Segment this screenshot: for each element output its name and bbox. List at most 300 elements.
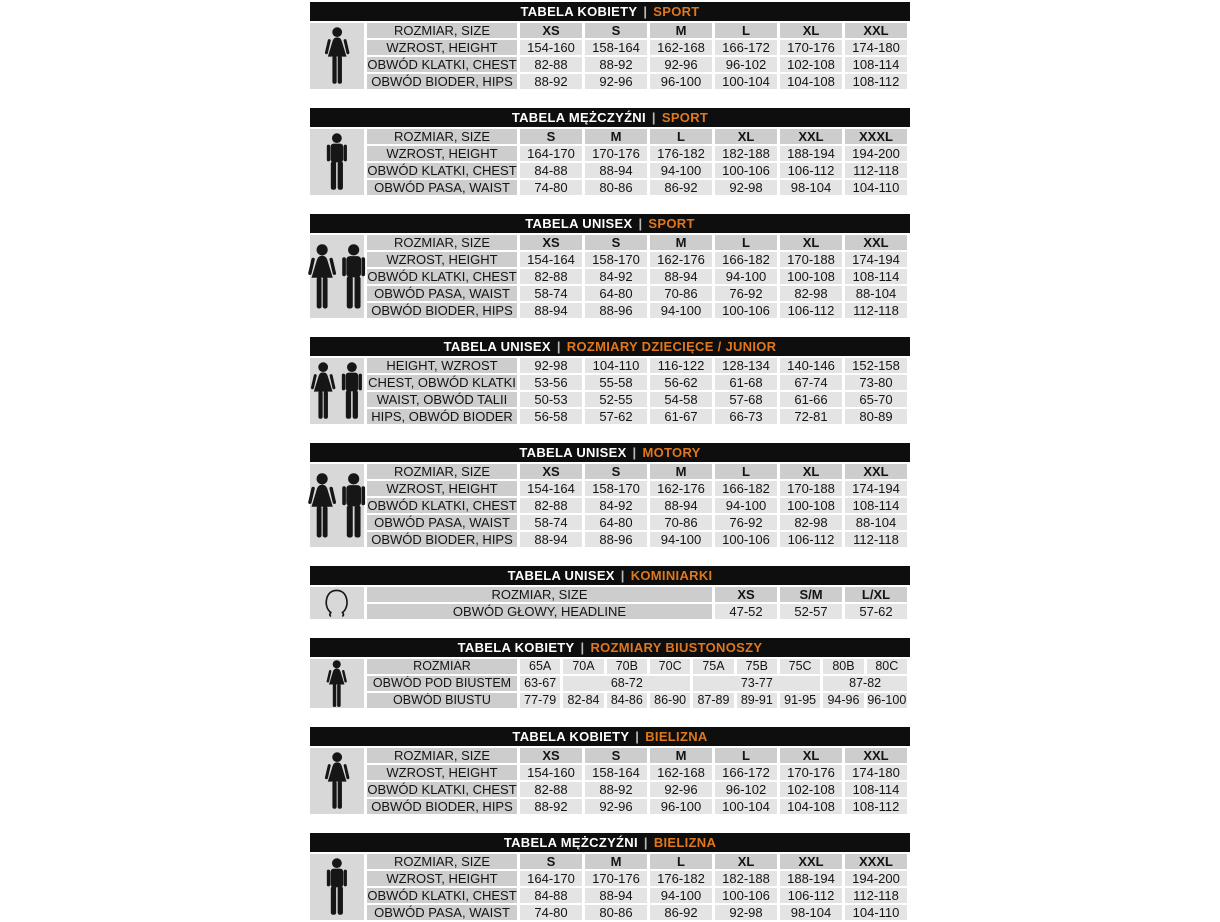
size-value-cell: 96-102: [715, 57, 777, 72]
table-row: [367, 409, 907, 424]
size-value-cell: 67-74: [780, 375, 842, 390]
table-row: [367, 129, 907, 144]
size-value-cell: 70C: [650, 659, 690, 674]
size-value-cell: 92-96: [585, 799, 647, 814]
size-value-cell: 102-108: [780, 782, 842, 797]
table-row: [367, 163, 907, 178]
size-value-cell: 106-112: [780, 163, 842, 178]
size-value-cell: 56-58: [520, 409, 582, 424]
size-header-cell: XS: [715, 587, 777, 602]
size-value-cell: 92-98: [715, 180, 777, 195]
size-value-cell: 166-172: [715, 40, 777, 55]
size-value-cell: 162-168: [650, 765, 712, 780]
size-grid: [364, 462, 910, 549]
size-value-cell: 73-80: [845, 375, 907, 390]
size-value-cell: 84-88: [520, 888, 582, 903]
table-row: [367, 23, 907, 38]
size-table: [310, 443, 910, 549]
table-title: TABELA KOBIETY: [457, 640, 575, 655]
size-value-cell: 88-92: [585, 782, 647, 797]
size-header-cell: XS: [520, 464, 582, 479]
size-value-cell: 80-86: [585, 180, 647, 195]
size-value-cell: 57-68: [715, 392, 777, 407]
row-label: OBWÓD PASA, WAIST: [367, 180, 517, 195]
size-header-cell: L: [650, 129, 712, 144]
table-title: TABELA KOBIETY: [520, 4, 638, 19]
size-value-cell: 94-100: [650, 888, 712, 903]
size-value-cell: 164-170: [520, 146, 582, 161]
size-value-cell: 100-104: [715, 799, 777, 814]
size-value-cell: 106-112: [780, 888, 842, 903]
size-value-cell: 88-92: [520, 74, 582, 89]
unisex-icon: [309, 362, 364, 420]
size-value-cell: 84-92: [585, 498, 647, 513]
row-label: HIPS, OBWÓD BIODER: [367, 409, 517, 424]
table-row: [367, 464, 907, 479]
size-table: [310, 638, 910, 710]
table-row: [367, 269, 907, 284]
title-separator-pipe: |: [556, 339, 561, 354]
size-header-cell: S: [585, 235, 647, 250]
size-value-cell: 53-56: [520, 375, 582, 390]
table-subtitle: SPORT: [648, 216, 695, 231]
size-value-cell: 88-104: [845, 515, 907, 530]
table-title-bar: [310, 214, 910, 233]
size-header-cell: XL: [780, 235, 842, 250]
size-value-cell: 100-108: [780, 498, 842, 513]
size-header-cell: S: [585, 464, 647, 479]
size-header-cell: XXL: [845, 464, 907, 479]
size-value-cell: 82-98: [780, 515, 842, 530]
size-header-cell: M: [650, 235, 712, 250]
row-label: ROZMIAR, SIZE: [367, 23, 517, 38]
table-body: [310, 127, 910, 197]
title-separator-pipe: |: [632, 445, 637, 460]
table-title-bar: [310, 443, 910, 462]
title-separator-pipe: |: [620, 568, 625, 583]
size-header-cell: XS: [520, 235, 582, 250]
size-value-cell: 166-182: [715, 252, 777, 267]
table-row: [367, 180, 907, 195]
size-grid: [364, 127, 910, 197]
size-value-cell: 112-118: [845, 532, 907, 547]
table-body: [310, 852, 910, 922]
table-row: [367, 392, 907, 407]
size-value-cell: 70B: [607, 659, 647, 674]
size-value-cell: 158-170: [585, 252, 647, 267]
table-title-bar: [310, 108, 910, 127]
size-value-cell: 104-110: [845, 180, 907, 195]
size-value-cell: 74-80: [520, 905, 582, 920]
row-label: ROZMIAR, SIZE: [367, 587, 712, 602]
size-value-cell: 64-80: [585, 515, 647, 530]
size-table: [310, 108, 910, 197]
size-table: [310, 2, 910, 91]
size-header-cell: XS: [520, 748, 582, 763]
size-value-cell: 91-95: [780, 693, 820, 708]
size-value-cell: 100-106: [715, 163, 777, 178]
size-header-cell: M: [585, 854, 647, 869]
woman-icon: [323, 27, 351, 85]
size-value-cell: 170-176: [780, 40, 842, 55]
size-grid: [364, 21, 910, 91]
size-grid: [364, 356, 910, 426]
size-value-cell: 52-55: [585, 392, 647, 407]
size-value-cell: 96-100: [867, 693, 907, 707]
size-value-cell: 84-88: [520, 163, 582, 178]
size-value-cell: 82-88: [520, 57, 582, 72]
size-value-cell: 106-112: [780, 303, 842, 318]
row-label: WZROST, HEIGHT: [367, 871, 517, 886]
size-value-cell: 94-100: [650, 303, 712, 318]
size-value-cell: 68-72: [563, 676, 690, 691]
size-value-cell: 65-70: [845, 392, 907, 407]
table-title: TABELA MĘŻCZYŹNI: [511, 110, 646, 125]
man-icon: [324, 133, 350, 191]
size-value-cell: 166-182: [715, 481, 777, 496]
size-value-cell: 112-118: [845, 888, 907, 903]
row-label: OBWÓD BIODER, HIPS: [367, 799, 517, 814]
size-value-cell: 170-188: [780, 481, 842, 496]
size-value-cell: 96-100: [650, 799, 712, 814]
size-value-cell: 88-96: [585, 303, 647, 318]
size-value-cell: 112-118: [845, 163, 907, 178]
size-value-cell: 88-96: [585, 532, 647, 547]
size-value-cell: 70-86: [650, 515, 712, 530]
table-row: [367, 659, 907, 674]
table-body: [310, 233, 910, 320]
size-value-cell: 174-194: [845, 481, 907, 496]
size-value-cell: 47-52: [715, 604, 777, 619]
size-header-cell: S: [520, 854, 582, 869]
size-value-cell: 87-89: [693, 693, 733, 708]
size-header-cell: L: [715, 464, 777, 479]
man-icon: [324, 858, 350, 916]
size-value-cell: 170-176: [780, 765, 842, 780]
table-row: [367, 481, 907, 496]
size-value-cell: 92-98: [520, 358, 582, 373]
size-header-cell: XXXL: [845, 854, 907, 869]
row-label: OBWÓD BIODER, HIPS: [367, 74, 517, 89]
table-row: [367, 74, 907, 89]
size-value-cell: 102-108: [780, 57, 842, 72]
icon-cell: [310, 659, 364, 708]
size-value-cell: 73-77: [693, 676, 820, 691]
table-row: [367, 888, 907, 903]
size-header-cell: M: [585, 129, 647, 144]
table-body: [310, 585, 910, 621]
size-value-cell: 94-100: [650, 532, 712, 547]
size-header-cell: L: [715, 23, 777, 38]
size-value-cell: 104-108: [780, 799, 842, 814]
size-value-cell: 88-94: [650, 498, 712, 513]
size-value-cell: 82-88: [520, 498, 582, 513]
size-value-cell: 61-67: [650, 409, 712, 424]
size-table: [310, 566, 910, 621]
table-title: TABELA UNISEX: [525, 216, 633, 231]
size-value-cell: 70A: [563, 659, 603, 674]
table-row: [367, 40, 907, 55]
size-value-cell: 76-92: [715, 515, 777, 530]
size-header-cell: XXL: [845, 23, 907, 38]
size-value-cell: 166-172: [715, 765, 777, 780]
size-value-cell: 164-170: [520, 871, 582, 886]
table-row: [367, 748, 907, 763]
size-value-cell: 80C: [867, 659, 907, 674]
size-value-cell: 98-104: [780, 905, 842, 920]
row-label: OBWÓD GŁOWY, HEADLINE: [367, 604, 712, 619]
size-header-cell: L: [715, 748, 777, 763]
row-label: ROZMIAR, SIZE: [367, 748, 517, 763]
size-header-cell: XXL: [845, 235, 907, 250]
woman-icon: [323, 752, 351, 810]
size-value-cell: 92-98: [715, 905, 777, 920]
row-label: OBWÓD KLATKI, CHEST: [367, 269, 517, 284]
table-row: [367, 146, 907, 161]
table-subtitle: BIELIZNA: [645, 729, 708, 744]
size-value-cell: 162-176: [650, 481, 712, 496]
table-row: [367, 498, 907, 513]
size-header-cell: XXL: [780, 854, 842, 869]
size-value-cell: 63-67: [520, 676, 560, 691]
size-value-cell: 104-110: [845, 905, 907, 920]
size-table: [310, 727, 910, 816]
size-value-cell: 182-188: [715, 146, 777, 161]
table-title: TABELA MĘŻCZYŹNI: [503, 835, 638, 850]
size-value-cell: 64-80: [585, 286, 647, 301]
table-row: [367, 57, 907, 72]
size-header-cell: XXL: [845, 748, 907, 763]
table-row: [367, 252, 907, 267]
row-label: OBWÓD BIUSTU: [367, 693, 517, 708]
size-value-cell: 152-158: [845, 358, 907, 373]
table-subtitle: SPORT: [661, 110, 709, 125]
table-row: [367, 358, 907, 373]
row-label: OBWÓD BIODER, HIPS: [367, 532, 517, 547]
table-row: [367, 854, 907, 869]
size-value-cell: 70-86: [650, 286, 712, 301]
size-header-cell: S: [520, 129, 582, 144]
size-value-cell: 84-86: [607, 693, 647, 708]
table-title: TABELA KOBIETY: [512, 729, 630, 744]
icon-cell: [310, 358, 364, 424]
title-separator-pipe: |: [635, 729, 640, 744]
size-value-cell: 100-106: [715, 888, 777, 903]
size-value-cell: 96-100: [650, 74, 712, 89]
size-value-cell: 162-176: [650, 252, 712, 267]
table-row: [367, 782, 907, 797]
size-value-cell: 74-80: [520, 180, 582, 195]
size-value-cell: 52-57: [780, 604, 842, 619]
size-value-cell: 94-96: [823, 693, 863, 708]
size-header-cell: XXL: [780, 129, 842, 144]
unisex-icon: [306, 473, 369, 539]
row-label: CHEST, OBWÓD KLATKI: [368, 375, 516, 390]
size-grid: [364, 852, 910, 922]
table-row: [367, 303, 907, 318]
size-value-cell: 188-194: [780, 146, 842, 161]
icon-cell: [310, 587, 364, 619]
size-header-cell: S: [585, 23, 647, 38]
size-value-cell: 96-102: [715, 782, 777, 797]
size-value-cell: 174-194: [845, 252, 907, 267]
row-label: WAIST, OBWÓD TALII: [367, 392, 517, 407]
icon-cell: [310, 464, 364, 547]
icon-cell: [310, 854, 364, 920]
title-separator-pipe: |: [580, 640, 585, 655]
size-value-cell: 108-114: [845, 782, 907, 797]
row-label: ROZMIAR, SIZE: [367, 464, 517, 479]
table-body: [310, 657, 910, 710]
size-value-cell: 112-118: [845, 303, 907, 318]
table-title: TABELA UNISEX: [519, 445, 627, 460]
table-body: [310, 746, 910, 816]
size-value-cell: 82-88: [520, 782, 582, 797]
size-value-cell: 154-160: [520, 765, 582, 780]
table-row: [367, 676, 907, 691]
size-value-cell: 86-90: [650, 693, 690, 708]
row-label: ROZMIAR, SIZE: [367, 235, 517, 250]
size-table: [310, 337, 910, 426]
row-label: OBWÓD BIODER, HIPS: [367, 303, 517, 318]
table-row: [367, 532, 907, 547]
table-subtitle: KOMINIARKI: [630, 568, 713, 583]
table-row: [367, 286, 907, 301]
table-title-bar: [310, 566, 910, 585]
size-value-cell: 86-92: [650, 180, 712, 195]
size-value-cell: 194-200: [845, 871, 907, 886]
size-grid: [364, 657, 910, 710]
table-subtitle: BIELIZNA: [653, 835, 717, 850]
size-value-cell: 57-62: [845, 604, 907, 619]
size-value-cell: 61-66: [780, 392, 842, 407]
size-value-cell: 75C: [780, 659, 820, 674]
row-label: OBWÓD PASA, WAIST: [367, 905, 517, 920]
size-header-cell: S/M: [780, 587, 842, 602]
row-label: OBWÓD KLATKI, CHEST: [367, 888, 517, 903]
size-value-cell: 162-168: [650, 40, 712, 55]
table-row: [367, 799, 907, 814]
row-label: HEIGHT, WZROST: [367, 358, 517, 373]
size-value-cell: 88-94: [650, 269, 712, 284]
size-header-cell: M: [650, 23, 712, 38]
table-row: [367, 693, 907, 708]
size-value-cell: 128-134: [715, 358, 777, 373]
size-value-cell: 50-53: [520, 392, 582, 407]
size-value-cell: 98-104: [780, 180, 842, 195]
icon-cell: [310, 748, 364, 814]
table-title-bar: [310, 337, 910, 356]
size-value-cell: 108-112: [845, 74, 907, 89]
size-value-cell: 108-114: [845, 57, 907, 72]
size-value-cell: 72-81: [780, 409, 842, 424]
row-label: WZROST, HEIGHT: [367, 252, 517, 267]
size-value-cell: 58-74: [520, 515, 582, 530]
size-value-cell: 140-146: [780, 358, 842, 373]
size-value-cell: 88-94: [585, 888, 647, 903]
table-body: [310, 356, 910, 426]
table-row: [367, 235, 907, 250]
icon-cell: [310, 235, 364, 318]
size-value-cell: 80-89: [845, 409, 907, 424]
size-value-cell: 154-160: [520, 40, 582, 55]
size-table: [310, 214, 910, 320]
size-value-cell: 92-96: [650, 57, 712, 72]
size-value-cell: 176-182: [650, 871, 712, 886]
size-header-cell: L: [650, 854, 712, 869]
size-value-cell: 174-180: [845, 765, 907, 780]
size-value-cell: 158-164: [585, 40, 647, 55]
size-grid: [364, 585, 910, 621]
table-title-bar: [310, 638, 910, 657]
row-label: WZROST, HEIGHT: [367, 481, 517, 496]
row-label: OBWÓD POD BIUSTEM: [367, 676, 517, 691]
size-value-cell: 82-84: [563, 693, 603, 708]
size-value-cell: 56-62: [650, 375, 712, 390]
table-title-bar: [310, 833, 910, 852]
size-value-cell: 75A: [693, 659, 733, 674]
size-value-cell: 88-94: [520, 303, 582, 318]
size-header-cell: M: [650, 748, 712, 763]
size-value-cell: 158-170: [585, 481, 647, 496]
table-subtitle: ROZMIARY DZIECIĘCE / JUNIOR: [566, 339, 777, 354]
table-row: [367, 604, 907, 619]
table-title-bar: [310, 727, 910, 746]
table-title-bar: [310, 2, 910, 21]
size-value-cell: 158-164: [585, 765, 647, 780]
size-value-cell: 170-176: [585, 871, 647, 886]
title-separator-pipe: |: [638, 216, 643, 231]
title-separator-pipe: |: [643, 835, 648, 850]
size-value-cell: 84-92: [585, 269, 647, 284]
table-title: TABELA UNISEX: [443, 339, 551, 354]
size-value-cell: 100-106: [715, 303, 777, 318]
row-label: ROZMIAR, SIZE: [367, 129, 517, 144]
size-value-cell: 80-86: [585, 905, 647, 920]
table-title: TABELA UNISEX: [507, 568, 615, 583]
size-value-cell: 94-100: [715, 498, 777, 513]
size-value-cell: 108-114: [845, 498, 907, 513]
size-value-cell: 88-92: [520, 799, 582, 814]
size-value-cell: 154-164: [520, 481, 582, 496]
size-value-cell: 94-100: [715, 269, 777, 284]
row-label: OBWÓD KLATKI, CHEST: [367, 782, 517, 797]
size-header-cell: XL: [715, 129, 777, 144]
table-subtitle: MOTORY: [642, 445, 701, 460]
size-header-cell: L: [715, 235, 777, 250]
size-value-cell: 61-68: [715, 375, 777, 390]
size-value-cell: 58-74: [520, 286, 582, 301]
size-value-cell: 76-92: [715, 286, 777, 301]
size-value-cell: 170-188: [780, 252, 842, 267]
size-header-cell: XL: [715, 854, 777, 869]
row-label: OBWÓD PASA, WAIST: [367, 286, 517, 301]
table-row: [367, 515, 907, 530]
row-label: OBWÓD PASA, WAIST: [367, 515, 517, 530]
size-value-cell: 88-104: [845, 286, 907, 301]
size-value-cell: 88-92: [585, 57, 647, 72]
size-value-cell: 174-180: [845, 40, 907, 55]
size-value-cell: 54-58: [650, 392, 712, 407]
balaclava-icon: [323, 588, 350, 618]
table-row: [367, 375, 907, 390]
size-grid: [364, 233, 910, 320]
size-value-cell: 106-112: [780, 532, 842, 547]
size-header-cell: S: [585, 748, 647, 763]
table-subtitle: SPORT: [653, 4, 700, 19]
size-value-cell: 104-108: [780, 74, 842, 89]
size-value-cell: 116-122: [650, 358, 712, 373]
